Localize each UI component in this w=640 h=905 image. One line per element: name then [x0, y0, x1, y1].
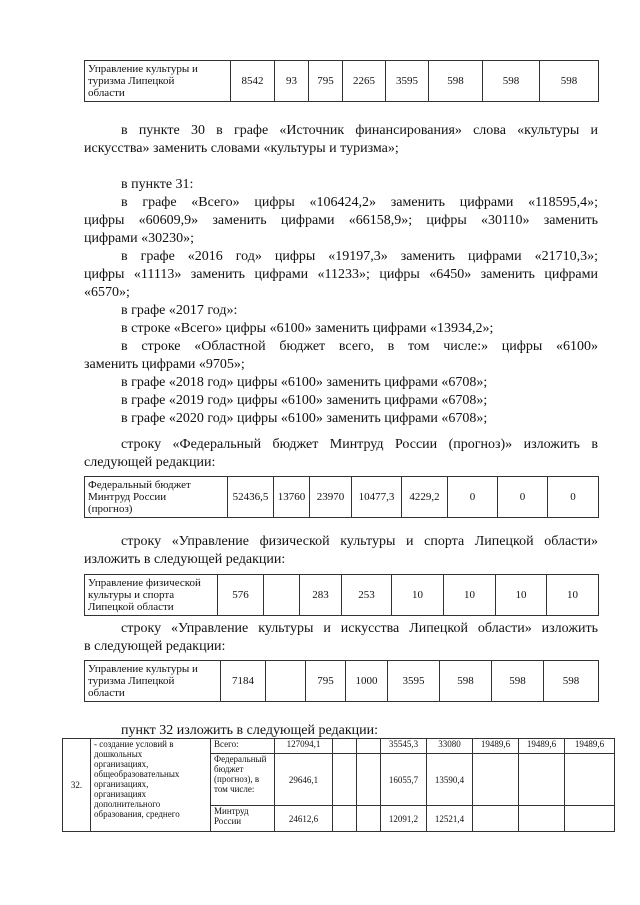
text-line: в графе «2019 год» цифры «6100» заменить цифрами «6708»; [121, 393, 488, 408]
cell: 19489,6 [473, 739, 519, 754]
text-line: в графе «2020 год» цифры «6100» заменить цифрами «6708»; [121, 411, 488, 426]
cell: 4229,2 [402, 477, 448, 518]
cell: 33080 [427, 739, 473, 754]
text-line: «6570»; [84, 285, 130, 300]
text-line: в строке «Областной бюджет всего, в том числе:» цифры «6100» [121, 339, 598, 354]
table-32 [62, 738, 615, 832]
text-line: строку «Управление физической культуры и спорта Липецкой области» [121, 534, 598, 549]
cell [333, 806, 357, 832]
text-line: цифры «11113» заменить цифрами «11233»; цифры «6450» заменить цифрами [84, 267, 598, 282]
text-line: в пункте 31: [121, 177, 194, 192]
table-top [84, 60, 599, 102]
cell [333, 754, 357, 806]
table-federal [84, 476, 599, 518]
cell [565, 806, 615, 832]
cell: 13590,4 [427, 754, 473, 806]
cell: 283 [300, 575, 342, 616]
text-line: изложить в следующей редакции: [84, 552, 286, 567]
cell: 3595 [386, 61, 429, 102]
cell [333, 739, 357, 754]
cell: 0 [498, 477, 548, 518]
cell [357, 754, 381, 806]
text-line: в графе «Всего» цифры «106424,2» заменить цифрами «118595,4»; [121, 195, 598, 210]
text-line: строку «Федеральный бюджет Минтруд России (прогноз)» изложить в [121, 437, 598, 452]
text-line: в графе «2018 год» цифры «6100» заменить цифрами «6708»; [121, 375, 488, 390]
cell: 16055,7 [381, 754, 427, 806]
text-line: в графе «2016 год» цифры «19197,3» заменить цифрами «21710,3»; [121, 249, 598, 264]
cell: 23970 [310, 477, 352, 518]
text-line: пункт 32 изложить в следующей редакции: [121, 723, 378, 738]
cell: 12521,4 [427, 806, 473, 832]
text-line: в следующей редакции: [84, 639, 226, 654]
cell: 13760 [274, 477, 310, 518]
cell: 253 [342, 575, 392, 616]
table-culture [84, 660, 599, 702]
cell: 0 [448, 477, 498, 518]
row-description: - создание условий в дошкольных организациях, общеобразовательных организациях, организациях дополнительного образования, среднего [91, 739, 211, 832]
text-line: цифры «60609,9» заменить цифрами «66158,9»; цифры «30110» заменить [84, 213, 598, 228]
cell [565, 754, 615, 806]
cell [264, 575, 300, 616]
text-line: искусства» заменить словами «культуры и туризма»; [84, 141, 399, 156]
cell: 2265 [343, 61, 386, 102]
cell: 12091,2 [381, 806, 427, 832]
cell [519, 806, 565, 832]
row-label: Федеральный бюджет Минтруд России (прогноз) [85, 477, 228, 518]
text-line: строку «Управление культуры и искусства Липецкой области» изложить [121, 621, 598, 636]
row-label: Минтруд России [211, 806, 275, 832]
row-label: Управление культуры и туризма Липецкой области [85, 61, 231, 102]
row-label: Управление культуры и туризма Липецкой области [85, 661, 221, 702]
row-label: Управление физической культуры и спорта Липецкой области [85, 575, 218, 616]
row-label: Федеральный бюджет (прогноз), в том числе: [211, 754, 275, 806]
text-line: следующей редакции: [84, 455, 216, 470]
cell: 1000 [346, 661, 388, 702]
cell [357, 806, 381, 832]
cell: 795 [309, 61, 343, 102]
cell: 598 [483, 61, 540, 102]
cell: 0 [548, 477, 599, 518]
cell [473, 754, 519, 806]
text-line: цифрами «30230»; [84, 231, 195, 246]
cell: 598 [540, 61, 599, 102]
cell: 598 [544, 661, 599, 702]
cell: 19489,6 [565, 739, 615, 754]
cell-total: 7184 [221, 661, 266, 702]
cell: 10 [547, 575, 599, 616]
cell: 598 [440, 661, 492, 702]
cell: 10 [392, 575, 444, 616]
cell: 93 [275, 61, 309, 102]
cell: 10 [444, 575, 496, 616]
cell: 19489,6 [519, 739, 565, 754]
cell: 10 [496, 575, 547, 616]
cell: 10477,3 [352, 477, 402, 518]
cell [473, 806, 519, 832]
cell [357, 739, 381, 754]
table-sport [84, 574, 599, 616]
cell-total: 576 [218, 575, 264, 616]
cell: 3595 [388, 661, 440, 702]
cell [266, 661, 306, 702]
text-line: заменить цифрами «9705»; [84, 357, 245, 372]
cell: 35545,3 [381, 739, 427, 754]
cell: 795 [306, 661, 346, 702]
cell-total: 24612,6 [275, 806, 333, 832]
text-line: в пункте 30 в графе «Источник финансирования» слова «культуры и [121, 123, 598, 138]
cell-total: 29646,1 [275, 754, 333, 806]
cell: 598 [492, 661, 544, 702]
cell-total: 127094,1 [275, 739, 333, 754]
cell [519, 754, 565, 806]
text-line: в строке «Всего» цифры «6100» заменить цифрами «13934,2»; [121, 321, 494, 336]
cell-total: 8542 [231, 61, 275, 102]
row-number: 32. [63, 739, 91, 832]
cell-total: 52436,5 [228, 477, 274, 518]
row-label: Всего: [211, 739, 275, 754]
cell: 598 [429, 61, 483, 102]
text-line: в графе «2017 год»: [121, 303, 238, 318]
